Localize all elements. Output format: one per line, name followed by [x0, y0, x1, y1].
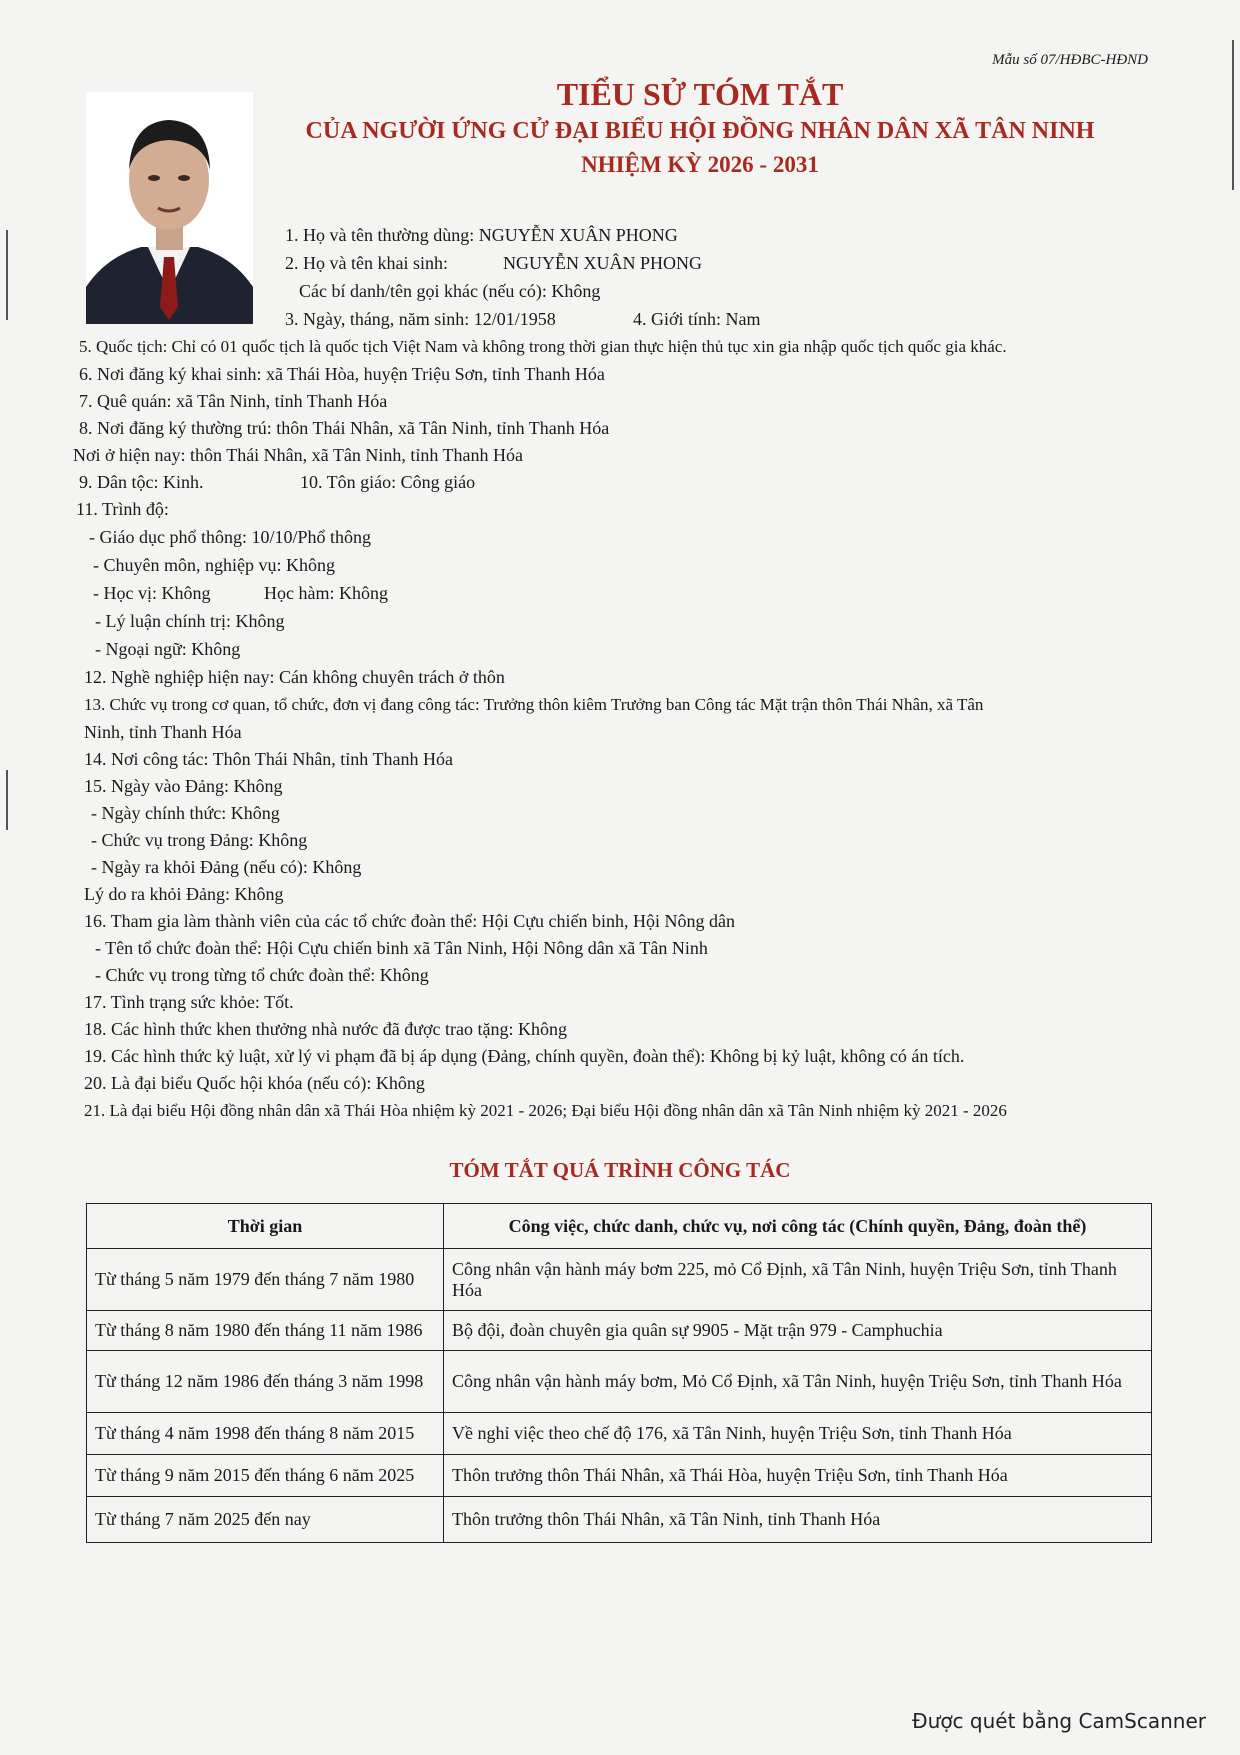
field-general-education: - Giáo dục phổ thông: 10/10/Phổ thông [89, 527, 371, 547]
field-party-leave-reason: Lý do ra khỏi Đảng: Không [84, 884, 284, 904]
field-discipline: 19. Các hình thức kỷ luật, xử lý vi phạm đã bị áp dụng (Đảng, chính quyền, đoàn thể): Không bị kỷ luật, không có án tích. [84, 1046, 965, 1066]
time-cell: Từ tháng 5 năm 1979 đến tháng 7 năm 1980 [87, 1249, 444, 1311]
field-awards: 18. Các hình thức khen thưởng nhà nước đã được trao tặng: Không [84, 1019, 567, 1039]
field-nationality: 5. Quốc tịch: Chỉ có 01 quốc tịch là quốc tịch Việt Nam và không trong thời gian thực hiện thủ tục xin gia nhập quốc tịch quốc gia khác. [79, 337, 1007, 356]
camscanner-watermark: Được quét bằng CamScanner [912, 1709, 1206, 1733]
column-header-time: Thời gian [87, 1204, 444, 1249]
field-health: 17. Tình trạng sức khỏe: Tốt. [84, 992, 294, 1012]
portrait-icon [86, 92, 253, 324]
table-row [87, 1249, 1152, 1311]
field-gender: 4. Giới tính: Nam [633, 309, 761, 329]
field-hometown: 7. Quê quán: xã Tân Ninh, tỉnh Thanh Hóa [79, 391, 388, 411]
candidate-photo [86, 92, 253, 324]
job-cell: Thôn trưởng thôn Thái Nhân, xã Tân Ninh, tỉnh Thanh Hóa [444, 1497, 1152, 1543]
field-occupation: 12. Nghề nghiệp hiện nay: Cán không chuyên trách ở thôn [84, 667, 505, 687]
field-party-position: - Chức vụ trong Đảng: Không [91, 830, 308, 850]
field-birth-name-label: 2. Họ và tên khai sinh: [285, 253, 448, 273]
field-foreign-language: - Ngoại ngữ: Không [95, 639, 241, 659]
time-cell: Từ tháng 12 năm 1986 đến tháng 3 năm 1998 [87, 1351, 444, 1413]
table-row [87, 1413, 1152, 1455]
field-party-join-date: 15. Ngày vào Đảng: Không [84, 776, 283, 796]
field-religion: 10. Tôn giáo: Công giáo [300, 472, 476, 492]
field-education-heading: 11. Trình độ: [76, 499, 169, 519]
work-history-title: TÓM TẮT QUÁ TRÌNH CÔNG TÁC [449, 1158, 791, 1182]
table-header-row [87, 1204, 1152, 1249]
scan-edge-mark [6, 770, 8, 830]
document-title: TIỂU SỬ TÓM TẮT [556, 76, 844, 112]
job-cell: Công nhân vận hành máy bơm 225, mỏ Cổ Định, xã Tân Ninh, huyện Triệu Sơn, tỉnh Thanh Hóa [444, 1249, 1152, 1311]
table-row [87, 1455, 1152, 1497]
time-cell: Từ tháng 9 năm 2015 đến tháng 6 năm 2025 [87, 1455, 444, 1497]
field-national-assembly: 20. Là đại biểu Quốc hội khóa (nếu có): Không [84, 1073, 425, 1093]
job-cell: Về nghỉ việc theo chế độ 176, xã Tân Ninh, huyện Triệu Sơn, tỉnh Thanh Hóa [444, 1413, 1152, 1455]
field-organizations: 16. Tham gia làm thành viên của các tổ chức đoàn thể: Hội Cựu chiến binh, Hội Nông dân [84, 911, 736, 931]
table-row [87, 1311, 1152, 1351]
document-subtitle: CỦA NGƯỜI ỨNG CỬ ĐẠI BIỂU HỘI ĐỒNG NHÂN DÂN XÃ TÂN NINH [305, 118, 1095, 144]
field-ethnicity: 9. Dân tộc: Kinh. [79, 472, 204, 492]
document-term: NHIỆM KỲ 2026 - 2031 [581, 152, 819, 177]
field-common-name: 1. Họ và tên thường dùng: NGUYỄN XUÂN PHONG [285, 225, 678, 245]
field-position-line2: Ninh, tỉnh Thanh Hóa [84, 722, 242, 742]
field-position-line1: 13. Chức vụ trong cơ quan, tổ chức, đơn vị đang công tác: Trưởng thôn kiêm Trưởng ban Công tác Mặt trận thôn Thái Nhân, xã Tân [84, 695, 984, 714]
work-history-table [86, 1203, 1152, 1543]
field-party-leave-date: - Ngày ra khỏi Đảng (nếu có): Không [91, 857, 362, 877]
time-cell: Từ tháng 4 năm 1998 đến tháng 8 năm 2015 [87, 1413, 444, 1455]
scan-edge-mark [1232, 40, 1234, 190]
column-header-job: Công việc, chức danh, chức vụ, nơi công tác (Chính quyền, Đảng, đoàn thể) [444, 1204, 1152, 1249]
field-political-theory: - Lý luận chính trị: Không [95, 611, 285, 631]
field-aliases: Các bí danh/tên gọi khác (nếu có): Không [299, 281, 601, 301]
field-workplace: 14. Nơi công tác: Thôn Thái Nhân, tỉnh Thanh Hóa [84, 749, 453, 769]
job-cell: Thôn trưởng thôn Thái Nhân, xã Thái Hòa, huyện Triệu Sơn, tỉnh Thanh Hóa [444, 1455, 1152, 1497]
field-specialty: - Chuyên môn, nghiệp vụ: Không [93, 555, 335, 575]
field-current-residence: Nơi ở hiện nay: thôn Thái Nhân, xã Tân Ninh, tỉnh Thanh Hóa [73, 445, 523, 465]
field-birth-registration: 6. Nơi đăng ký khai sinh: xã Thái Hòa, huyện Triệu Sơn, tỉnh Thanh Hóa [79, 364, 605, 384]
table-row [87, 1497, 1152, 1543]
field-party-official-date: - Ngày chính thức: Không [91, 803, 280, 823]
time-cell: Từ tháng 8 năm 1980 đến tháng 11 năm 1986 [87, 1311, 444, 1351]
table-row [87, 1351, 1152, 1413]
field-birth-name-value: NGUYỄN XUÂN PHONG [503, 253, 702, 273]
form-code: Mẫu số 07/HĐBC-HĐND [992, 52, 1148, 68]
field-council-membership: 21. Là đại biểu Hội đồng nhân dân xã Thái Hòa nhiệm kỳ 2021 - 2026; Đại biểu Hội đồng nhân dân xã Tân Ninh nhiệm kỳ 2021 - 2026 [84, 1101, 1007, 1120]
field-organization-positions: - Chức vụ trong từng tổ chức đoàn thể: Không [95, 965, 429, 985]
job-cell: Công nhân vận hành máy bơm, Mỏ Cổ Định, xã Tân Ninh, huyện Triệu Sơn, tỉnh Thanh Hóa [444, 1351, 1152, 1413]
field-permanent-residence: 8. Nơi đăng ký thường trú: thôn Thái Nhân, xã Tân Ninh, tỉnh Thanh Hóa [79, 418, 610, 438]
job-cell: Bộ đội, đoàn chuyên gia quân sự 9905 - Mặt trận 979 - Camphuchia [444, 1311, 1152, 1351]
field-organization-names: - Tên tổ chức đoàn thể: Hội Cựu chiến binh xã Tân Ninh, Hội Nông dân xã Tân Ninh [95, 938, 708, 958]
field-academic-title: Học hàm: Không [264, 583, 388, 603]
field-degree: - Học vị: Không [93, 583, 211, 603]
scan-edge-mark [6, 230, 8, 320]
time-cell: Từ tháng 7 năm 2025 đến nay [87, 1497, 444, 1543]
field-birth-date: 3. Ngày, tháng, năm sinh: 12/01/1958 [285, 309, 556, 329]
